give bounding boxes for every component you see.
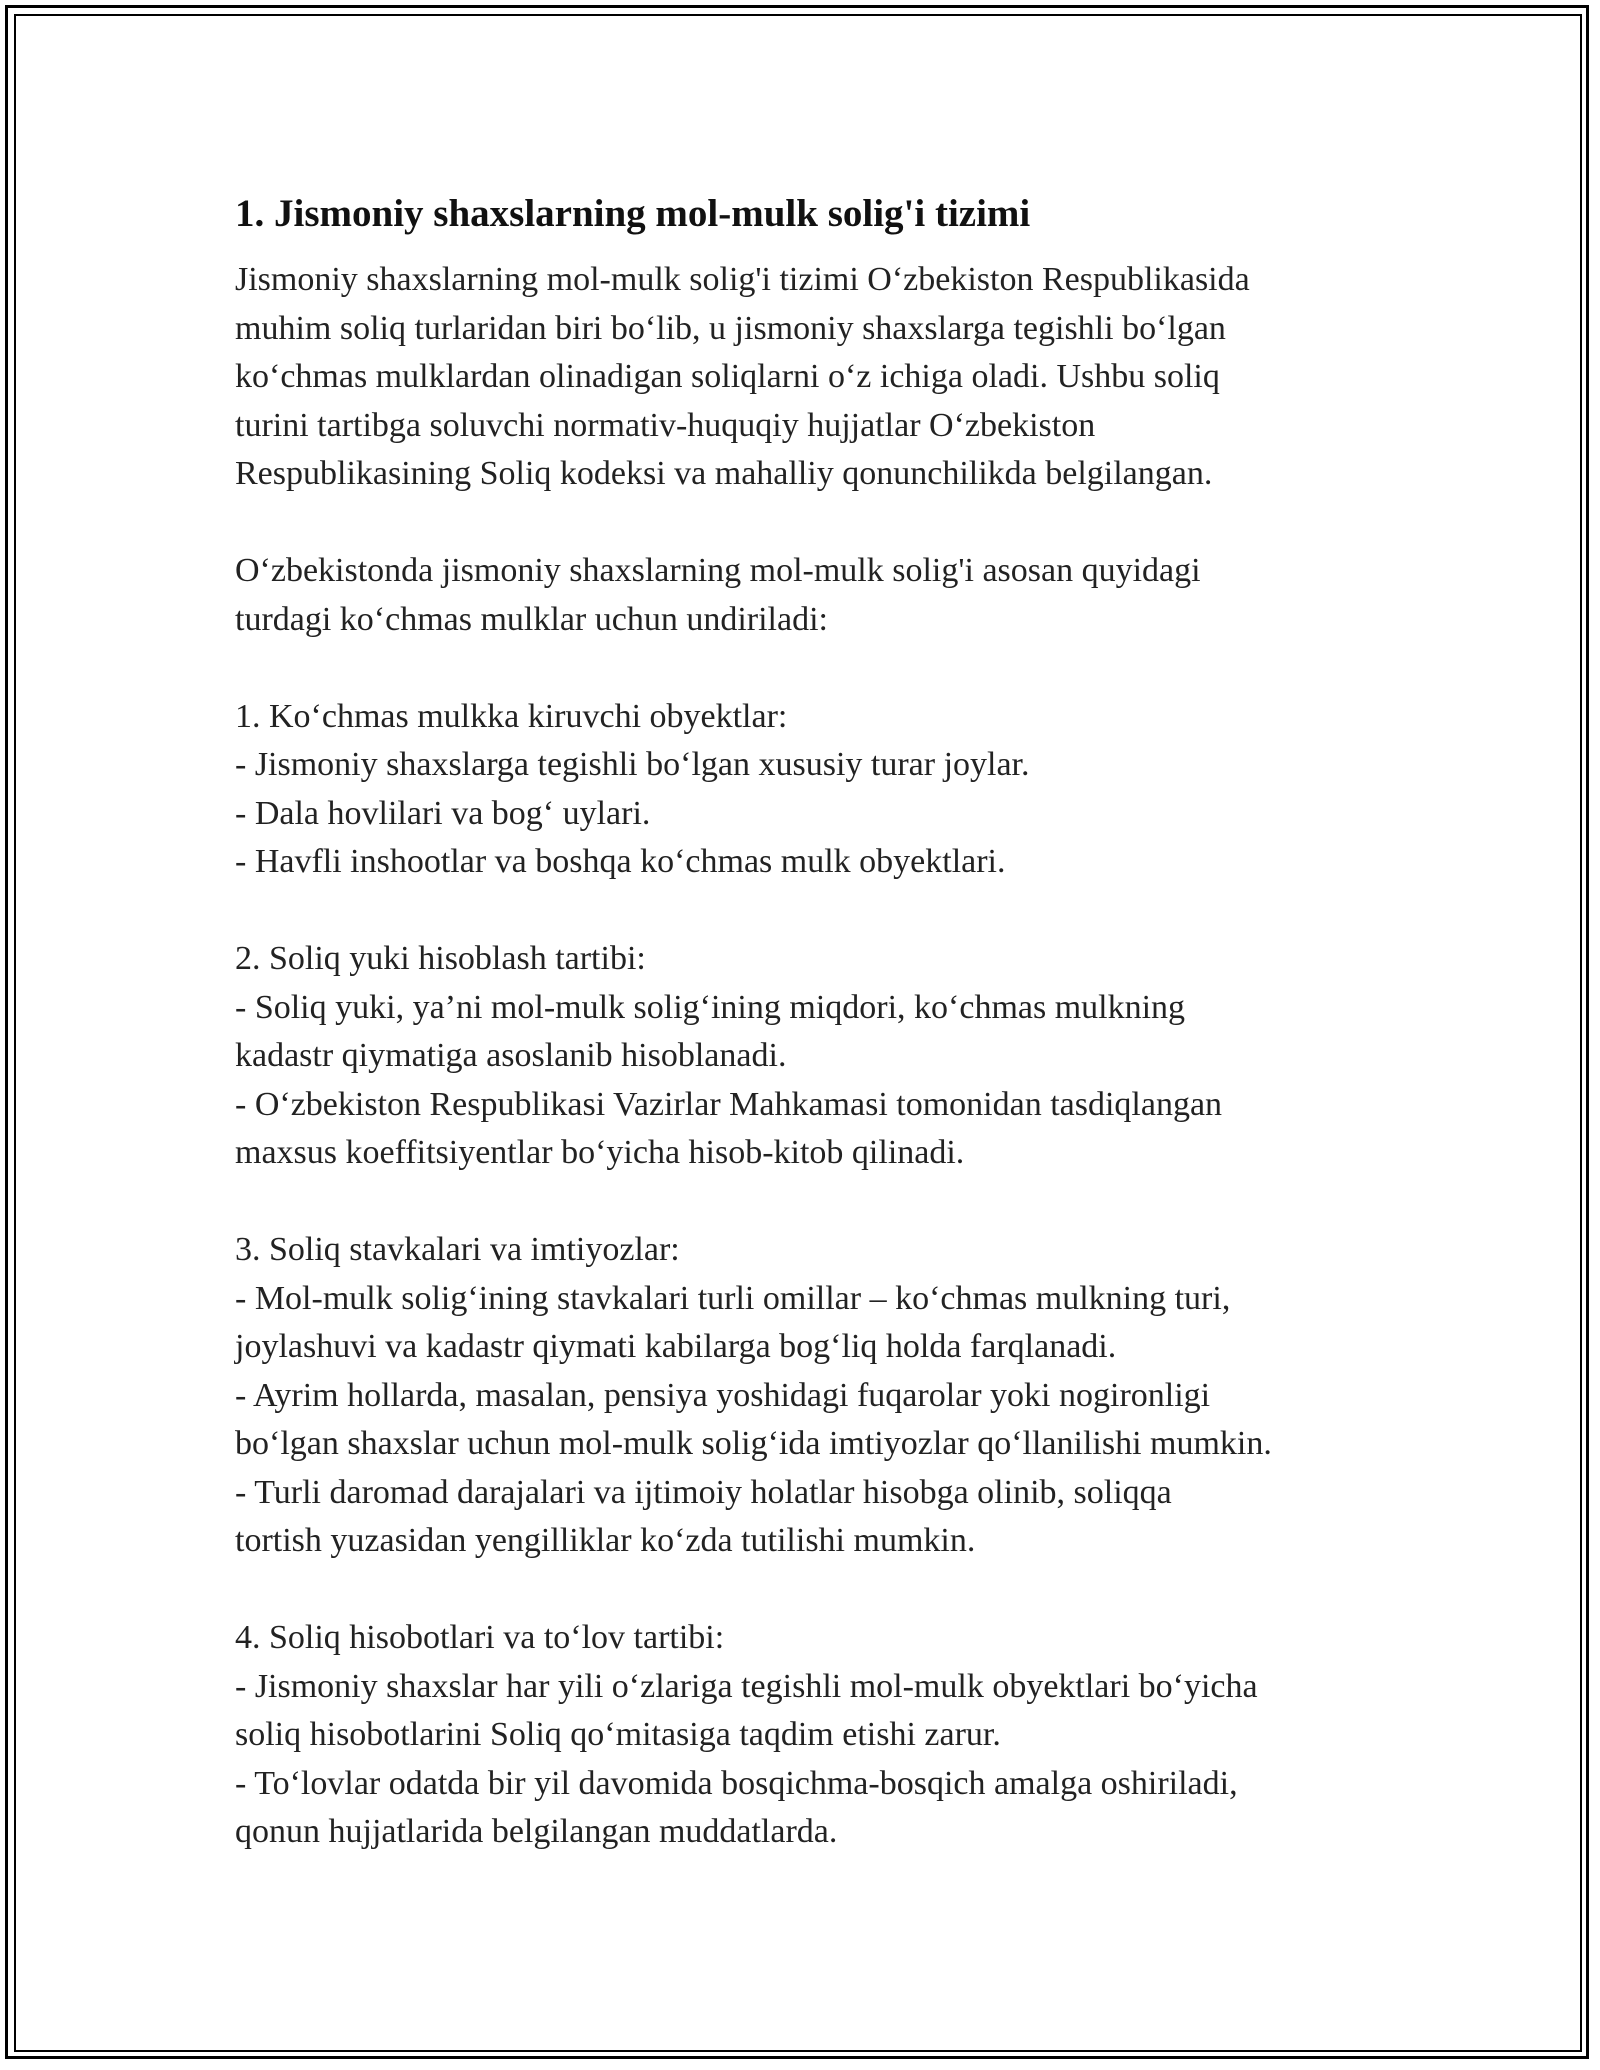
list-item: - Jismoniy shaxslar har yili o‘zlariga tegishli mol-mulk obyektlari bo‘yicha soliq hisobotlarini Soliq qo‘mitasiga taqdim etishi zarur.	[235, 1667, 1258, 1753]
list-item: - Turli daromad darajalari va ijtimoiy holatlar hisobga olinib, soliqqa tortish yuzasidan yengilliklar ko‘zda tutilishi mumkin.	[235, 1473, 1172, 1559]
list-item: - Jismoniy shaxslarga tegishli bo‘lgan xususiy turar joylar.	[235, 746, 1030, 783]
spacer	[235, 499, 1415, 548]
intro-paragraph: O‘zbekistonda jismoniy shaxslarning mol-mulk solig'i asosan quyidagi turdagi ko‘chmas mulklar uchun undiriladi:	[235, 552, 1201, 638]
list-item: - Ayrim hollarda, masalan, pensiya yoshidagi fuqarolar yoki nogironligi bo‘lgan shaxslar uchun mol-mulk solig‘ida imtiyozlar qo‘llanilishi mumkin.	[235, 1376, 1272, 1462]
list-item: - O‘zbekiston Respublikasi Vazirlar Mahkamasi tomonidan tasdiqlangan maxsus koeffitsiyentlar bo‘yicha hisob-kitob qilinadi.	[235, 1085, 1223, 1171]
section-heading: 2. Soliq yuki hisoblash tartibi:	[235, 940, 646, 977]
spacer	[235, 1566, 1415, 1615]
spacer	[235, 887, 1415, 936]
list-item: - Mol-mulk solig‘ining stavkalari turli omillar – ko‘chmas mulkning turi, joylashuvi va kadastr qiymati kabilarga bog‘liq holda farqlanadi.	[235, 1279, 1231, 1365]
list-item: - Havfli inshootlar va boshqa ko‘chmas mulk obyektlari.	[235, 843, 1006, 880]
section-3	[235, 1226, 1415, 1566]
section-2	[235, 935, 1415, 1178]
list-item: - Soliq yuki, ya’ni mol-mulk solig‘ining miqdori, ko‘chmas mulkning kadastr qiymatiga asoslanib hisoblanadi.	[235, 988, 1186, 1074]
section-1	[235, 693, 1415, 887]
list-item: - Dala hovlilari va bog‘ uylari.	[235, 794, 651, 832]
spacer	[235, 1178, 1415, 1227]
section-heading: 1. Ko‘chmas mulkka kiruvchi obyektlar:	[235, 697, 788, 735]
list-item: - To‘lovlar odatda bir yil davomida bosqichma-bosqich amalga oshiriladi, qonun hujjatlarida belgilangan muddatlarda.	[235, 1764, 1238, 1850]
section-heading: 3. Soliq stavkalari va imtiyozlar:	[235, 1231, 680, 1268]
page-title: 1. Jismoniy shaxslarning mol-mulk solig'i tizimi	[235, 192, 1031, 235]
intro-paragraph: Jismoniy shaxslarning mol-mulk solig'i tizimi O‘zbekiston Respublikasida muhim soliq turlaridan biri bo‘lib, u jismoniy shaxslarga tegishli bo‘lgan ko‘chmas mulklardan olinadigan soliqlarni o‘z ichiga oladi. Ushbu soliq turini tartibga soluvchi normativ-huquqiy hujjatlar O‘zbekiston Respublikasining Soliq kodeksi va mahalliy qonunchilikda belgilangan.	[235, 261, 1250, 492]
section-4	[235, 1614, 1415, 1857]
document-body	[235, 186, 1415, 1857]
spacer	[235, 644, 1415, 693]
section-heading: 4. Soliq hisobotlari va to‘lov tartibi:	[235, 1619, 725, 1656]
